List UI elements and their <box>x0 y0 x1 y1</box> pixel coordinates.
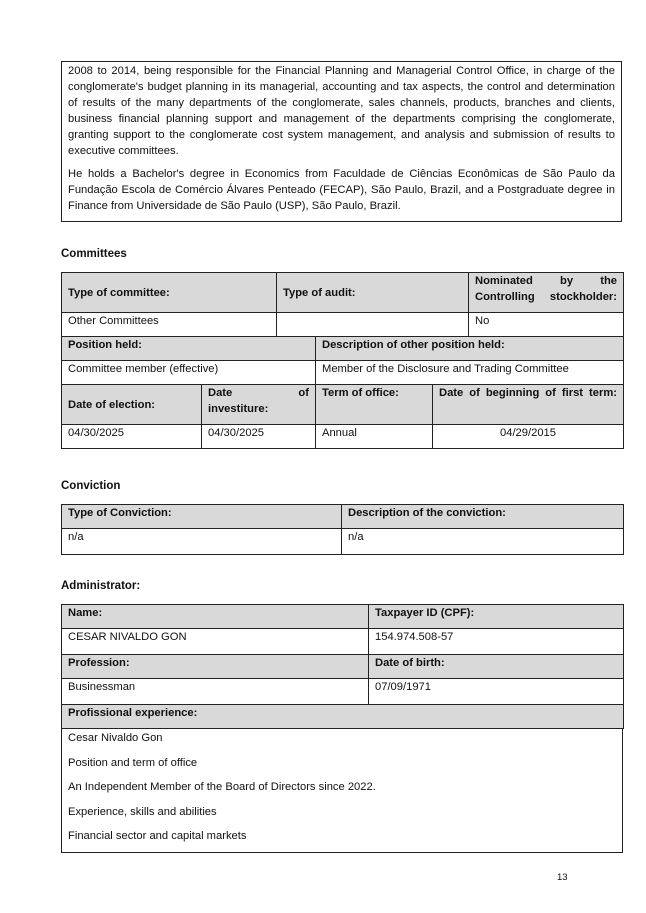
cpf-label: Taxpayer ID (CPF): <box>369 605 624 629</box>
type-of-audit-label: Type of audit: <box>277 273 469 313</box>
committees-table <box>61 272 624 449</box>
experience-line: Experience, skills and abilities <box>68 805 217 818</box>
date-of-birth-value: 07/09/1971 <box>369 679 624 705</box>
type-of-conviction-value: n/a <box>62 529 342 555</box>
bio-paragraph-2: He holds a Bachelor's degree in Economics from Faculdade de Ciências Econômicas de São Paulo da Fundação Escola de Comércio Álvares Penteado (FECAP), São Paulo, Brazil, and a Postgraduate degree in Finance from Universidade de São Paulo (USP), São Paulo, Brazil. <box>68 168 615 212</box>
description-other-label: Description of other position held: <box>316 337 624 361</box>
nominated-label: Nominated by the Controlling stockholder: <box>469 273 624 313</box>
description-other-value: Member of the Disclosure and Trading Committee <box>316 361 624 385</box>
type-of-audit-value <box>277 313 469 337</box>
cpf-value: 154.974.508-57 <box>369 629 624 655</box>
page-number: 13 <box>557 872 568 883</box>
date-first-term-value: 04/29/2015 <box>433 425 624 449</box>
conviction-description-label: Description of the conviction: <box>342 505 624 529</box>
experience-box <box>61 728 623 853</box>
term-of-office-value: Annual <box>316 425 433 449</box>
term-of-office-label: Term of office: <box>316 385 433 425</box>
date-of-election-label: Date of election: <box>62 385 202 425</box>
profession-label: Profession: <box>62 655 369 679</box>
experience-line: Financial sector and capital markets <box>68 830 247 843</box>
type-of-conviction-label: Type of Conviction: <box>62 505 342 529</box>
date-of-election-value: 04/30/2025 <box>62 425 202 449</box>
experience-line: An Independent Member of the Board of Directors since 2022. <box>68 781 376 794</box>
bio-text-box <box>61 61 622 222</box>
type-of-committee-value: Other Committees <box>62 313 277 337</box>
date-of-birth-label: Date of birth: <box>369 655 624 679</box>
date-of-investiture-value: 04/30/2025 <box>202 425 316 449</box>
profession-value: Businessman <box>62 679 369 705</box>
administrator-table <box>61 604 624 729</box>
nominated-value: No <box>469 313 624 337</box>
position-held-label: Position held: <box>62 337 316 361</box>
administrator-heading: Administrator: <box>61 580 141 592</box>
conviction-description-value: n/a <box>342 529 624 555</box>
experience-line: Position and term of office <box>68 756 198 769</box>
position-held-value: Committee member (effective) <box>62 361 316 385</box>
conviction-table <box>61 504 624 555</box>
type-of-committee-label: Type of committee: <box>62 273 277 313</box>
date-first-term-label: Date of beginning of first term: <box>433 385 624 425</box>
committees-heading: Committees <box>61 248 127 260</box>
experience-line: Cesar Nivaldo Gon <box>68 732 163 744</box>
name-label: Name: <box>62 605 369 629</box>
date-of-investiture-label: Date of investiture: <box>202 385 316 425</box>
experience-label: Profissional experience: <box>62 705 624 729</box>
name-value: CESAR NIVALDO GON <box>62 629 369 655</box>
bio-paragraph-1: 2008 to 2014, being responsible for the Financial Planning and Managerial Control Office, in charge of the conglomerate's budget planning in its managerial, accounting and tax aspects, the control and determination of results of the many departments of the conglomerate, sales channels, products, branches and clients, business financial planning support and management of the departments comprising the conglomerate, granting support to the conglomerate cost system management, and analysis and submission of results to executive committees. <box>68 65 615 157</box>
conviction-heading: Conviction <box>61 480 121 492</box>
